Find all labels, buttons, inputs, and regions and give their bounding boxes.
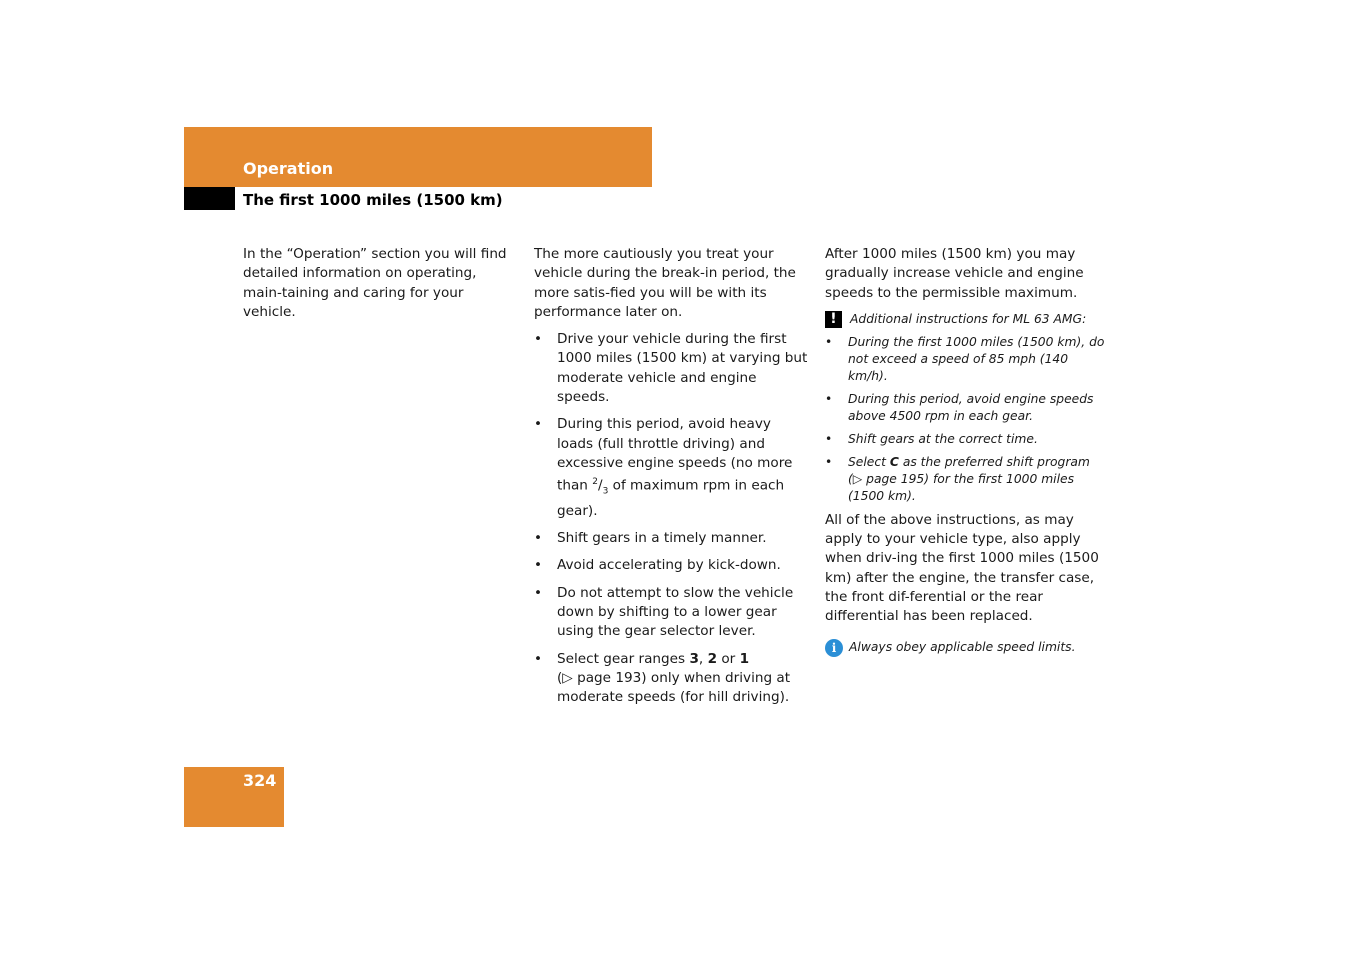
list-item-text: or (721, 650, 736, 667)
page-number: 324 (243, 771, 277, 790)
list-item (534, 556, 810, 575)
applies-paragraph: All of the above instructions, as may apply to your vehicle type, also apply when driv-ing the first 1000 miles (1500 km) after the engine, the transfer case, the front dif-ferential or the rear differential has been replaced. (825, 511, 1099, 625)
list-item-text: During this period, avoid heavy loads (full throttle driving) and excessive engine speeds (no more than (557, 416, 793, 494)
list-item-text: Avoid accelerating by kick-down. (557, 557, 781, 574)
fraction-numerator: 2 (592, 477, 598, 488)
list-item (534, 529, 810, 548)
list-item-text: Select gear ranges (557, 650, 686, 667)
list-item-text: Shift gears at the correct time. (848, 431, 1038, 446)
warning-icon: ! (825, 311, 842, 328)
page-title: The first 1000 miles (1500 km) (243, 191, 503, 209)
fraction-separator: / (597, 477, 603, 494)
shift-program-c: C (889, 454, 899, 469)
column-1 (243, 245, 511, 322)
break-in-intro: The more cautiously you treat your vehicle during the break-in period, the more satis-fied you will be with its performance later on. (534, 246, 796, 320)
column-2 (534, 245, 810, 715)
list-item (825, 391, 1105, 425)
warning-note (825, 311, 1105, 328)
list-item-text: During this period, avoid engine speeds above 4500 rpm in each gear. (848, 391, 1094, 423)
list-item (534, 650, 810, 708)
column-3 (825, 245, 1105, 657)
list-item (825, 431, 1105, 448)
list-item-text: as the preferred shift program (▷ page 195) for the first 1000 miles (1500 km). (848, 454, 1090, 503)
section-marker (184, 187, 235, 210)
list-item-text: , (698, 650, 704, 667)
list-item-text: Select (848, 454, 886, 469)
info-text: Always obey applicable speed limits. (849, 640, 1076, 655)
info-icon: i (825, 639, 843, 657)
list-item (534, 584, 810, 642)
after-break-in-intro: After 1000 miles (1500 km) you may gradually increase vehicle and engine speeds to the permissible maximum. (825, 246, 1084, 301)
gear-3: 3 (689, 650, 699, 667)
warning-title: Additional instructions for ML 63 AMG: (850, 311, 1087, 326)
gear-1: 1 (739, 650, 750, 667)
intro-paragraph: In the “Operation” section you will find detailed information on operating, main-taining and caring for your vehicle. (243, 246, 507, 320)
list-item-text: of maximum rpm in each gear). (557, 477, 785, 519)
page-reference: (▷ page 193) only when driving at moderate speeds (for hill driving). (557, 669, 791, 706)
header-band (184, 127, 652, 187)
fraction-denominator: 3 (602, 486, 609, 497)
section-title: Operation (243, 159, 334, 178)
break-in-list (534, 330, 810, 707)
list-item (825, 334, 1105, 385)
list-item-text: During the first 1000 miles (1500 km), do not exceed a speed of 85 mph (140 km/h). (848, 334, 1105, 383)
list-item (534, 415, 810, 521)
list-item-text: Drive your vehicle during the first 1000 miles (1500 km) at varying but moderate vehicle and engine speeds. (557, 331, 808, 406)
list-item-text: Do not attempt to slow the vehicle down by shifting to a lower gear using the gear selector lever. (557, 584, 794, 640)
amg-instructions-list (825, 334, 1105, 505)
list-item (825, 454, 1105, 505)
gear-2: 2 (707, 650, 718, 667)
list-item-text: Shift gears in a timely manner. (557, 530, 767, 547)
info-note (825, 639, 1105, 657)
list-item (534, 330, 810, 407)
